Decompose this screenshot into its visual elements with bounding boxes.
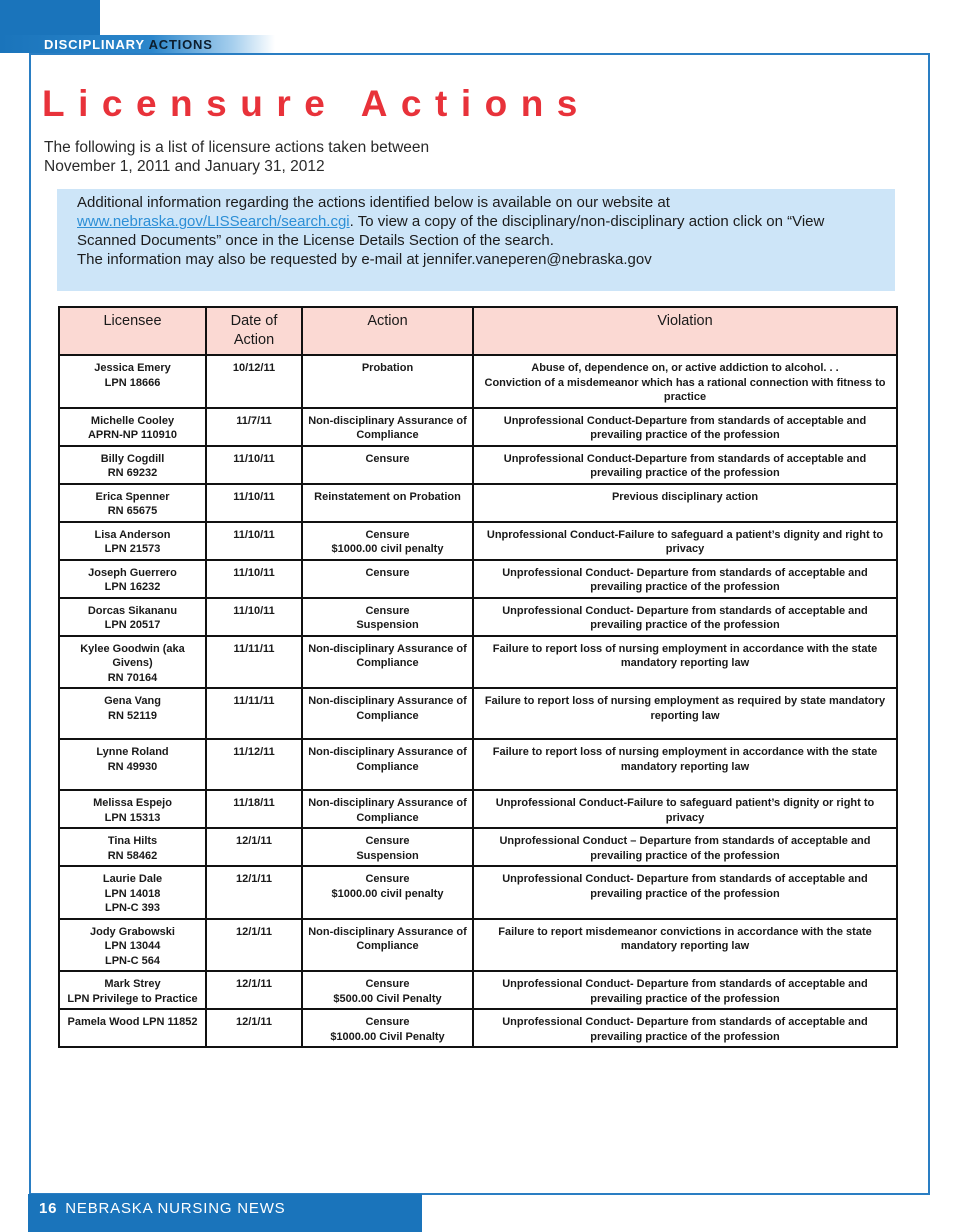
table-row [59, 522, 897, 560]
violation-cell-line: Previous disciplinary action [611, 490, 759, 503]
action-cell-line: $500.00 Civil Penalty [333, 992, 442, 1005]
action-cell-line: Censure [365, 452, 410, 465]
action-cell-line: Non-disciplinary Assurance of Compliance [308, 797, 467, 824]
licensee-cell-line: LPN-C 393 [104, 902, 161, 914]
violation-cell [473, 790, 897, 828]
action-cell [302, 636, 473, 689]
date-cell: 11/11/11 [206, 636, 302, 689]
action-cell-line: Non-disciplinary Assurance of Compliance [308, 414, 467, 441]
licensee-cell-line: LPN 15313 [104, 811, 161, 824]
violation-cell [473, 739, 897, 790]
table-row [59, 688, 897, 739]
table-row [59, 408, 897, 446]
licensee-cell-line: RN 49930 [107, 760, 158, 773]
violation-cell-line: Conviction of a misdemeanor which has a rational connection with fitness to practice [484, 376, 886, 403]
table-row [59, 971, 897, 1009]
violation-cell-line: Unprofessional Conduct- Departure from standards of acceptable and prevailing practice of the profession [502, 978, 868, 1005]
violation-cell-line: Unprofessional Conduct – Departure from standards of acceptable and prevailing practice of the profession [499, 835, 871, 862]
licensee-cell [59, 866, 206, 919]
action-cell-line: Censure [365, 604, 410, 617]
table-row [59, 866, 897, 919]
licensee-cell-line: Mark Strey [104, 978, 161, 990]
date-cell: 12/1/11 [206, 866, 302, 919]
intro-line-2: November 1, 2011 and January 31, 2012 [44, 158, 325, 175]
violation-cell [473, 355, 897, 408]
section-label-word2: ACTIONS [148, 37, 213, 52]
violation-cell-line: Unprofessional Conduct- Departure from standards of acceptable and prevailing practice of the profession [502, 566, 868, 593]
violation-cell [473, 971, 897, 1009]
violation-cell-line: Abuse of, dependence on, or active addiction to alcohol. . . [531, 362, 839, 374]
date-cell: 12/1/11 [206, 1009, 302, 1047]
licensure-actions-table [58, 306, 898, 1048]
date-cell: 11/10/11 [206, 446, 302, 484]
licensee-cell [59, 446, 206, 484]
section-label-word1: DISCIPLINARY [44, 37, 145, 52]
action-cell-line: Censure [365, 978, 410, 990]
action-cell [302, 688, 473, 739]
action-cell-line: Non-disciplinary Assurance of Compliance [308, 695, 467, 722]
licensee-cell-line: RN 70164 [107, 671, 158, 684]
licensee-cell [59, 598, 206, 636]
website-link-part-2: gov/LISSearch/search.cgi [178, 213, 350, 230]
violation-cell-line: Failure to report loss of nursing employment in accordance with the state mandatory reporting law [492, 746, 878, 773]
licensee-cell-line: LPN Privilege to Practice [67, 992, 198, 1005]
action-cell-line: Reinstatement on Probation [314, 490, 461, 503]
licensee-cell-line: RN 69232 [107, 467, 158, 479]
action-cell-line: Censure [365, 1016, 410, 1028]
licensee-cell [59, 408, 206, 446]
header-date-line-1: Date of [230, 313, 278, 329]
table-row [59, 1009, 897, 1047]
date-cell: 11/7/11 [206, 408, 302, 446]
licensee-cell-line: Lisa Anderson [94, 528, 171, 541]
footer [39, 1199, 285, 1219]
action-cell [302, 355, 473, 408]
action-cell-line: Non-disciplinary Assurance of Compliance [308, 642, 467, 669]
action-cell-line: $1000.00 civil penalty [331, 887, 444, 900]
info-box [57, 189, 895, 291]
page-title: Licensure Actions [42, 83, 591, 124]
licensee-cell-line: LPN 16232 [104, 581, 161, 593]
header-action: Action [302, 307, 473, 355]
violation-cell [473, 866, 897, 919]
table-header-row [59, 307, 897, 355]
violation-cell [473, 636, 897, 689]
date-cell: 11/10/11 [206, 484, 302, 522]
action-cell [302, 522, 473, 560]
header-violation: Violation [473, 307, 897, 355]
licensee-cell-line: LPN 14018 [104, 887, 161, 900]
action-cell [302, 790, 473, 828]
licensee-cell-line: LPN 18666 [104, 376, 161, 389]
date-cell: 11/11/11 [206, 688, 302, 739]
licensee-cell [59, 522, 206, 560]
table-row [59, 739, 897, 790]
licensee-cell-line: Laurie Dale [102, 873, 163, 885]
website-link-part-1: www.nebraska. [77, 213, 179, 230]
licensee-cell-line: Gena Vang [104, 695, 161, 707]
licensee-cell-line: LPN 13044 [104, 940, 161, 952]
action-cell-line: Censure [365, 835, 410, 847]
licensee-cell-line: Erica Spenner [95, 490, 170, 503]
violation-cell [473, 522, 897, 560]
licensee-cell [59, 355, 206, 408]
violation-cell [473, 828, 897, 866]
licensee-cell-line: APRN-NP 110910 [87, 429, 178, 441]
licensee-cell-line: RN 52119 [108, 709, 157, 722]
violation-cell-line: Unprofessional Conduct- Departure from standards of acceptable and prevailing practice of the profession [502, 873, 868, 900]
info-text-before-link: Additional information regarding the actions identified below is available on our website at [77, 194, 670, 211]
licensee-cell [59, 560, 206, 598]
header-date-line-2: Action [233, 332, 275, 348]
violation-cell [473, 919, 897, 972]
table-row [59, 446, 897, 484]
date-cell: 11/10/11 [206, 560, 302, 598]
action-cell [302, 739, 473, 790]
date-cell: 11/18/11 [206, 790, 302, 828]
licensee-cell-line: RN 58462 [107, 849, 158, 862]
violation-cell-line: Failure to report loss of nursing employment as required by state mandatory reporting law [484, 695, 886, 722]
action-cell-line: Suspension [356, 619, 419, 631]
action-cell-line: $1000.00 civil penalty [331, 543, 444, 555]
info-text-after-link: . To view a copy of the disciplinary/non-disciplinary action click on “View Scanned Documents” once in the License Details Section of the search. [77, 213, 825, 249]
violation-cell-line: Unprofessional Conduct-Failure to safeguard patient’s dignity or right to privacy [495, 797, 875, 824]
violation-cell [473, 688, 897, 739]
action-cell-line: Non-disciplinary Assurance of Compliance [308, 746, 467, 773]
page-number: 16 [39, 1200, 58, 1217]
licensee-cell-line: Melissa Espejo [93, 797, 172, 809]
publication-name: NEBRASKA NURSING NEWS [65, 1200, 286, 1217]
intro-line-1: The following is a list of licensure actions taken between [44, 139, 430, 156]
action-cell [302, 484, 473, 522]
licensee-cell-line: RN 65675 [107, 505, 158, 517]
licensee-cell-line: Michelle Cooley [90, 414, 175, 427]
violation-cell-line: Unprofessional Conduct- Departure from standards of acceptable and prevailing practice of the profession [502, 1016, 868, 1043]
action-cell [302, 971, 473, 1009]
header-date-of-action [206, 307, 302, 355]
licensee-cell-line: Jessica Emery [94, 362, 171, 374]
action-cell-line: Non-disciplinary Assurance of Compliance [308, 925, 467, 952]
licensee-cell [59, 688, 206, 739]
licensee-cell [59, 790, 206, 828]
table-row [59, 919, 897, 972]
violation-cell-line: Unprofessional Conduct-Departure from standards of acceptable and prevailing practice of the profession [503, 452, 867, 479]
licensee-cell-line: Pamela Wood LPN 11852 [67, 1016, 198, 1028]
header-licensee: Licensee [59, 307, 206, 355]
action-cell [302, 446, 473, 484]
licensee-cell [59, 739, 206, 790]
licensee-cell-line: Joseph Guerrero [88, 566, 177, 579]
licensee-cell-line: LPN-C 564 [104, 954, 161, 967]
violation-cell-line: Unprofessional Conduct- Departure from standards of acceptable and prevailing practice of the profession [502, 604, 868, 631]
action-cell-line: Censure [365, 873, 410, 885]
table-body [59, 355, 897, 1047]
violation-cell-line: Unprofessional Conduct-Departure from standards of acceptable and prevailing practice of the profession [503, 414, 867, 441]
date-cell: 11/10/11 [206, 598, 302, 636]
violation-cell-line: Failure to report misdemeanor convictions in accordance with the state mandatory reporting law [498, 925, 872, 952]
section-label [44, 35, 213, 53]
date-cell: 11/12/11 [206, 739, 302, 790]
violation-cell [473, 484, 897, 522]
licensee-cell-line: LPN 21573 [104, 543, 161, 555]
table-row [59, 560, 897, 598]
violation-cell [473, 446, 897, 484]
header-corner-block [0, 0, 100, 35]
licensee-cell-line: Billy Cogdill [100, 452, 165, 465]
action-cell [302, 560, 473, 598]
licensee-cell [59, 484, 206, 522]
website-link[interactable] [77, 213, 350, 230]
date-cell: 10/12/11 [206, 355, 302, 408]
date-cell: 12/1/11 [206, 919, 302, 972]
table-row [59, 484, 897, 522]
table-row [59, 790, 897, 828]
violation-cell-line: Failure to report loss of nursing employment in accordance with the state mandatory reporting law [492, 642, 878, 669]
licensee-cell-line: Dorcas Sikananu [87, 604, 178, 617]
table-row [59, 598, 897, 636]
date-cell: 12/1/11 [206, 971, 302, 1009]
table-row [59, 355, 897, 408]
licensee-cell-line: Lynne Roland [96, 746, 169, 758]
intro-text [44, 138, 484, 176]
action-cell [302, 919, 473, 972]
table-row [59, 828, 897, 866]
table-row [59, 636, 897, 689]
licensee-cell [59, 636, 206, 689]
action-cell-line: Probation [361, 362, 414, 374]
licensee-cell [59, 971, 206, 1009]
date-cell: 12/1/11 [206, 828, 302, 866]
action-cell-line: Suspension [356, 849, 419, 862]
action-cell-line: Censure [365, 528, 410, 541]
licensee-cell-line: LPN 20517 [104, 619, 161, 631]
violation-cell [473, 408, 897, 446]
date-cell: 11/10/11 [206, 522, 302, 560]
violation-cell-line: Unprofessional Conduct-Failure to safeguard a patient’s dignity and right to privacy [486, 528, 884, 555]
action-cell [302, 598, 473, 636]
licensee-cell-line: Tina Hilts [107, 835, 158, 847]
violation-cell [473, 598, 897, 636]
action-cell [302, 1009, 473, 1047]
action-cell [302, 408, 473, 446]
violation-cell [473, 1009, 897, 1047]
action-cell-line: $1000.00 Civil Penalty [330, 1030, 445, 1043]
licensee-cell-line: Kylee Goodwin (aka Givens) [80, 642, 185, 669]
licensee-cell [59, 828, 206, 866]
violation-cell [473, 560, 897, 598]
action-cell-line: Censure [365, 566, 410, 579]
info-email-line: The information may also be requested by e-mail at jennifer.vaneperen@nebraska.gov [77, 251, 652, 268]
licensee-cell-line: Jody Grabowski [90, 925, 175, 938]
action-cell [302, 866, 473, 919]
licensee-cell [59, 1009, 206, 1047]
action-cell [302, 828, 473, 866]
licensee-cell [59, 919, 206, 972]
